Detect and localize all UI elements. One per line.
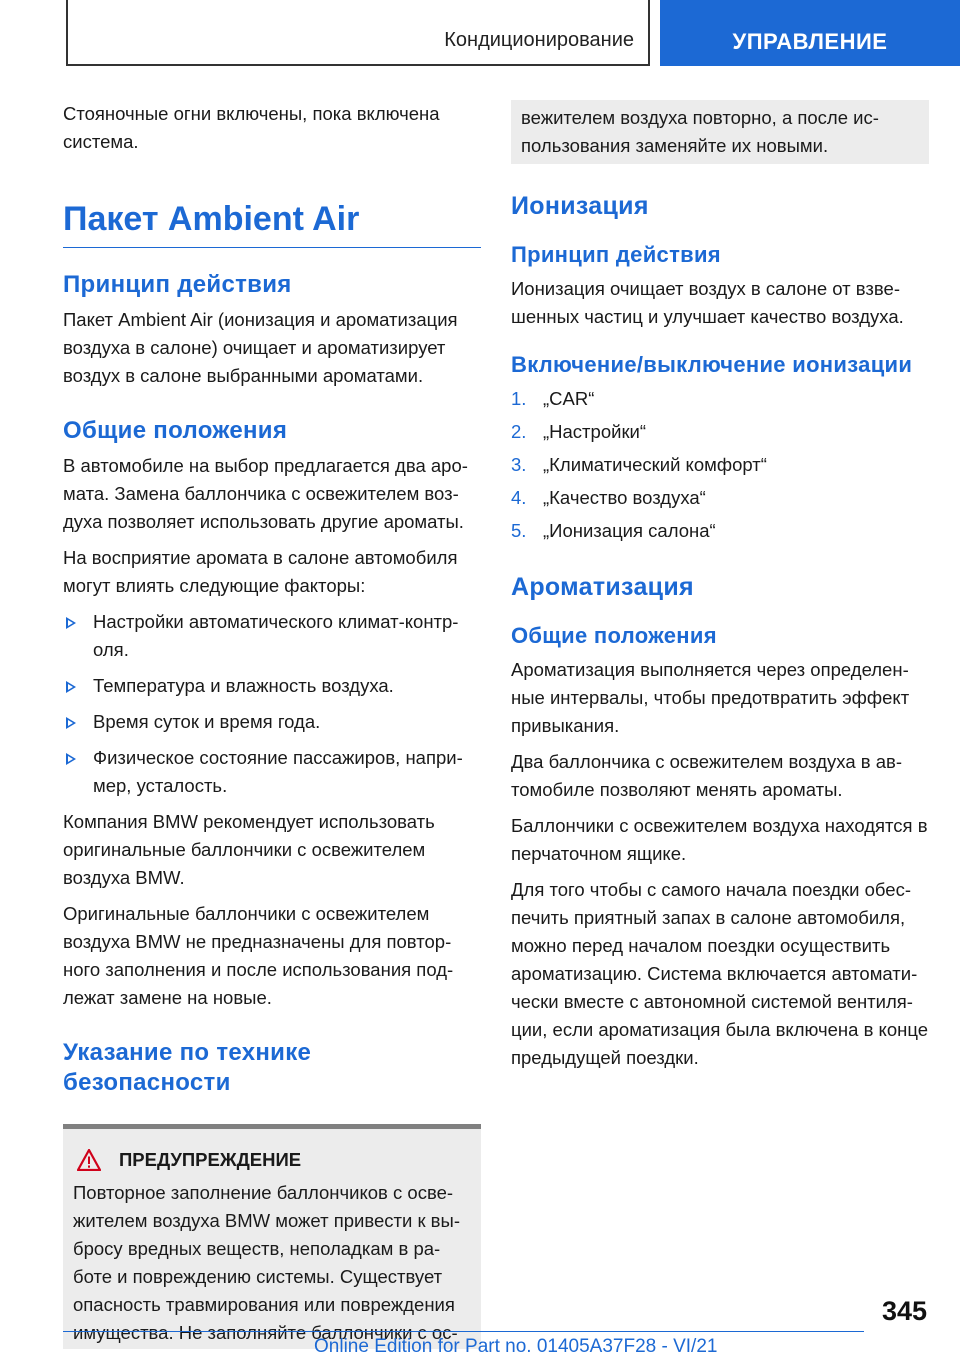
- factors-list: [63, 608, 481, 800]
- header-section-title: Кондиционирование: [444, 29, 634, 51]
- step-number: 2.: [511, 421, 527, 442]
- list-item: Настройки автоматического климат-контроля.: [63, 608, 481, 664]
- warning-box-continued: [511, 100, 929, 164]
- aromatization-general-heading: Общие положения: [511, 623, 717, 648]
- header-chapter-tab: УПРАВЛЕНИЕ: [660, 0, 960, 66]
- list-item: Температура и влажность воздуха.: [63, 672, 481, 700]
- principle-heading: Принцип действия: [63, 271, 292, 298]
- ionization-principle-paragraph: Ионизация очищает воздух в салоне от взвешенных частиц и улучшает качество воздуха.: [511, 278, 904, 327]
- list-item: 3. „Климатический комфорт“: [511, 451, 929, 479]
- list-item: Физическое состояние пассажиров, например, усталость.: [63, 744, 481, 800]
- right-column: [511, 100, 929, 1080]
- general-paragraph-3: Компания BMW рекомендует использовать оригинальные баллончики с освежителем воздуха BMW.: [63, 811, 435, 888]
- step-number: 3.: [511, 454, 527, 475]
- list-item: Время суток и время года.: [63, 708, 481, 736]
- triangle-bullet-icon: [66, 681, 76, 693]
- aromatization-paragraph-4: Для того чтобы с самого начала поездки обеспечить приятный запах в салоне автомобиля, можно перед началом поездки осуществить ароматизацию. Система включается автоматически вместе с автономной системой вентиляции, если ароматизация была включена в конце предыдущей поездки.: [511, 879, 929, 1068]
- list-item: 1. „CAR“: [511, 385, 929, 413]
- ionization-heading: Ионизация: [511, 192, 649, 220]
- principle-paragraph: Пакет Ambient Air (ионизация и ароматизация воздуха в салоне) очищает и ароматизирует воздух в салоне выбранными ароматами.: [63, 309, 458, 386]
- aromatization-paragraph-3: Баллончики с освежителем воздуха находятся в перчаточном ящике.: [511, 815, 928, 864]
- ionization-toggle-heading: Включение/выключение ионизации: [511, 352, 913, 377]
- page-number: 345: [881, 1296, 927, 1326]
- triangle-bullet-icon: [66, 617, 76, 629]
- footer-divider: [63, 1331, 864, 1332]
- ionization-steps-list: [511, 385, 929, 545]
- triangle-bullet-icon: [66, 753, 76, 765]
- step-number: 4.: [511, 487, 527, 508]
- warning-text-continued: вежителем воздуха повторно, а после использования заменяйте их новыми.: [521, 107, 879, 156]
- header-section-tab: [66, 0, 650, 66]
- general-paragraph-4: Оригинальные баллончики с освежителем воздуха BMW не предназначены для повторного заполнения и после использования подлежат замене на новые.: [63, 903, 454, 1008]
- warning-title-row: [73, 1149, 471, 1171]
- triangle-bullet-icon: [66, 717, 76, 729]
- footer-edition: Online Edition for Part no. 01405A37F28 - VI/21: [314, 1336, 718, 1357]
- step-number: 5.: [511, 520, 527, 541]
- intro-paragraph: Стояночные огни включены, пока включена система.: [63, 103, 440, 152]
- list-item: 5. „Ионизация салона“: [511, 517, 929, 545]
- page-title: Пакет Ambient Air: [63, 200, 481, 248]
- warning-title: ПРЕДУПРЕЖДЕНИЕ: [119, 1149, 302, 1170]
- general-paragraph-1: В автомобиле на выбор предлагается два аромата. Замена баллончика с освежителем воздуха позволяет использовать другие ароматы.: [63, 455, 468, 532]
- step-number: 1.: [511, 388, 527, 409]
- warning-box: [63, 1129, 481, 1349]
- aromatization-heading: Ароматизация: [511, 573, 694, 601]
- ionization-principle-heading: Принцип действия: [511, 242, 721, 267]
- warning-text: Повторное заполнение баллончиков с освежителем воздуха BMW может привести к выбросу вредных веществ, неполадкам в работе и повреждению системы. Существует опасность травмирования или повреждения имущества. Не заполняйте баллончики с ос-: [73, 1182, 460, 1343]
- warning-triangle-icon: [77, 1149, 101, 1171]
- aromatization-paragraph-1: Ароматизация выполняется через определенные интервалы, чтобы предотвратить эффект привыкания.: [511, 659, 910, 736]
- aromatization-paragraph-2: Два баллончика с освежителем воздуха в автомобиле позволяют менять ароматы.: [511, 751, 903, 800]
- general-heading: Общие положения: [63, 417, 288, 444]
- left-column: [63, 100, 481, 1349]
- list-item: 2. „Настройки“: [511, 418, 929, 446]
- general-paragraph-2: На восприятие аромата в салоне автомобиля могут влиять следующие факторы:: [63, 547, 458, 596]
- safety-heading: Указание по технике безопасности: [63, 1039, 312, 1096]
- list-item: 4. „Качество воздуха“: [511, 484, 929, 512]
